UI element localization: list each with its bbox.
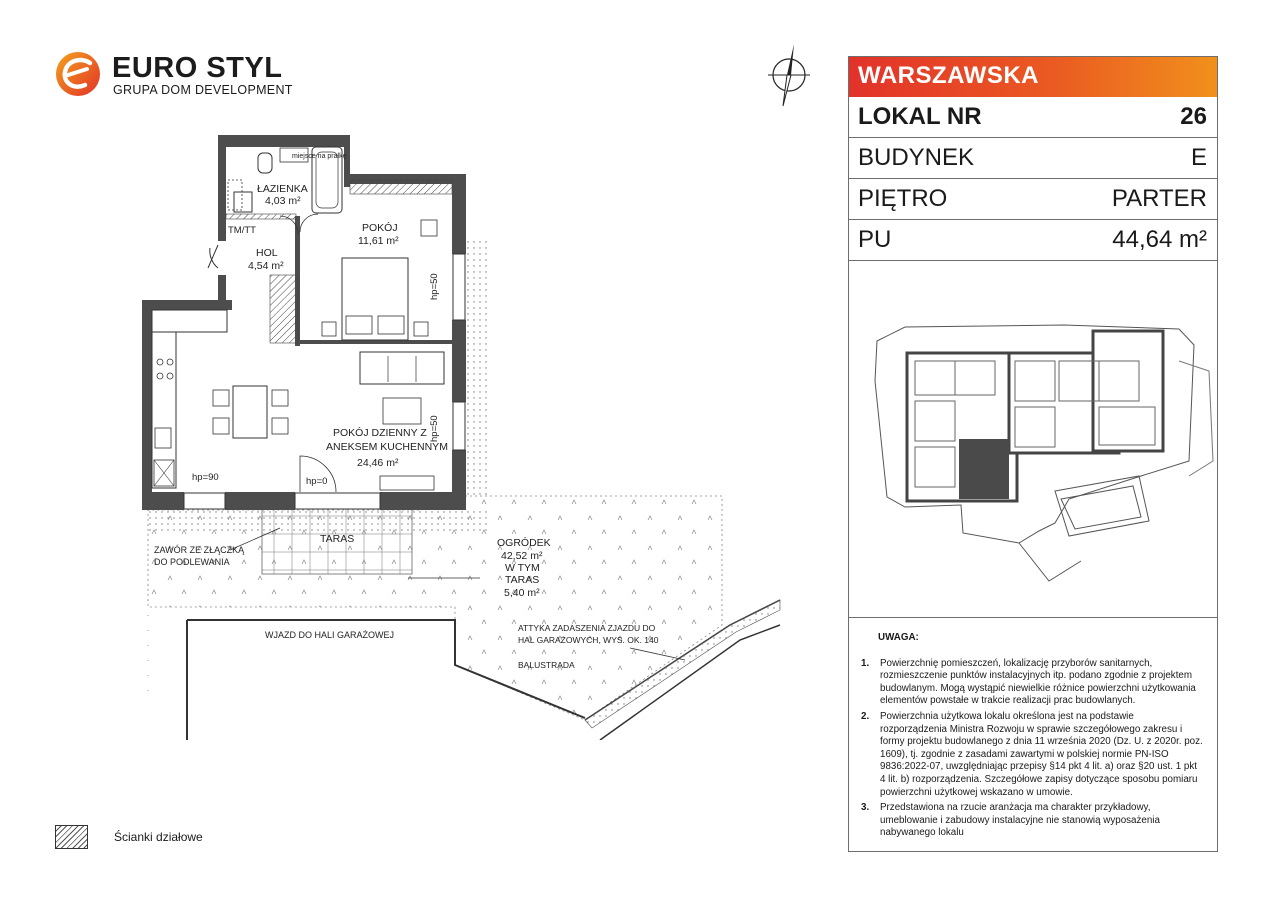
sofa: [360, 352, 444, 384]
garden-label-3: W TYM: [505, 562, 540, 574]
bathroom-area: 4,03 m²: [265, 195, 301, 207]
bed: [342, 258, 408, 340]
note-text: Powierzchnia użytkowa lokalu określona jest na podstawie rozporządzenia Ministra Rozwoju w sprawie szczegółowego zakresu i formy projektu budowlanego z dnia 11 września 2020 (Dz. U. z 2020r. poz. 1609), tj. zgodnie z zasadami zawartymi w polskiej normie PN-ISO 9836:2022-07, uwzględniając przepisy §14 pkt 4 lit. a) oraz §20 ust. 1 pkt 4 lit. b) rozporządzenia. Szczegółowe zapisy dotyczące sposobu pomiaru powierzchni użytkowej wskazano w umowie.: [880, 710, 1203, 798]
building-key-plan: [849, 261, 1217, 618]
note-item: [861, 658, 1203, 708]
legend-label: Ścianki działowe: [114, 830, 203, 844]
partition-wall: [350, 180, 452, 194]
valve-label-2: DO PODLEWANIA: [154, 557, 230, 567]
window: [453, 402, 465, 450]
window: [184, 493, 225, 509]
terrace-label: TARAS: [320, 533, 355, 545]
garden-label-2: 42,52 m²: [501, 550, 543, 562]
investment-title: WARSZAWSKA: [849, 57, 1217, 97]
room-area: 11,61 m²: [358, 235, 399, 247]
driveway-label: WJAZD DO HALI GARAŻOWEJ: [265, 630, 395, 640]
note-number: 2.: [861, 710, 870, 722]
hp50-label: hp=50: [429, 415, 440, 442]
attic-label-2: HAL GARAŻOWYCH, WYS. OK. 140: [518, 635, 659, 645]
info-value: E: [1190, 144, 1207, 171]
partition-hatch-swatch: [55, 825, 88, 849]
kitchen-counter-top: [152, 310, 227, 332]
balustrade-label: BALUSTRADA: [518, 660, 575, 670]
garden-label-4: TARAS: [505, 574, 540, 586]
info-value: PARTER: [1111, 185, 1207, 212]
attic-label-1: ATTYKA ZADASZENIA ZJAZDU DO: [518, 623, 656, 633]
hp50-label: hp=50: [429, 273, 440, 300]
key-plan-drawing: [849, 261, 1217, 618]
floor-plan: [130, 120, 790, 740]
notes-title: UWAGA:: [878, 632, 919, 643]
entrance-door: [208, 245, 218, 268]
hp0-label: hp=0: [306, 476, 328, 487]
info-value: 26: [1180, 103, 1207, 130]
bathroom-label: ŁAZIENKA: [257, 183, 308, 195]
info-row-lokal: [849, 97, 1217, 138]
living-label-2: ANEKSEM KUCHENNYM: [326, 441, 448, 453]
brand-logo: [54, 50, 293, 102]
info-label: LOKAL NR: [858, 103, 982, 130]
washbasin: [234, 192, 252, 212]
window: [453, 254, 465, 320]
note-text: Powierzchnię pomieszczeń, lokalizację przyborów sanitarnych, rozmieszczenie punktów instalacyjnych itp. podano zgodnie z projektem budowlanym. Mogą wystąpić niewielkie różnice powierzchni użytkowania elementów powstałe w trakcie realizacji prac budowlanych.: [880, 657, 1196, 707]
garden-label-1: OGRÓDEK: [497, 537, 551, 549]
info-value: 44,64 m²: [1112, 226, 1207, 253]
window: [295, 493, 380, 509]
note-item: [861, 802, 1203, 840]
pralka-label: miejsce na pralkę: [292, 153, 347, 160]
compass-icon: [760, 42, 818, 108]
highlighted-apartment: [959, 439, 1009, 499]
notes-section: [849, 618, 1217, 840]
info-row-pietro: [849, 179, 1217, 220]
outer-strip-right: [465, 240, 490, 496]
hall-area: 4,54 m²: [248, 260, 284, 272]
hall-label: HOL: [256, 247, 278, 259]
dining-table: [233, 386, 267, 438]
valve-label-1: ZAWÓR ZE ZŁĄCZKĄ: [154, 545, 245, 555]
hp90-label: hp=90: [192, 472, 219, 483]
info-label: PIĘTRO: [858, 185, 948, 212]
living-area: 24,46 m²: [357, 457, 399, 469]
info-label: BUDYNEK: [858, 144, 975, 171]
note-text: Przedstawiona na rzucie aranżacja ma charakter przykładowy, umeblowanie i zabudowy instalacyjne nie stanowią wyposażenia nabywanego lokalu: [880, 802, 1160, 839]
apartment-info-panel: [848, 56, 1218, 852]
note-number: 1.: [861, 657, 870, 669]
kitchen-counter: [152, 310, 176, 488]
living-label-1: POKÓJ DZIENNY Z: [333, 427, 427, 439]
garden-label-5: 5,40 m²: [504, 587, 540, 599]
info-label: PU: [858, 226, 892, 253]
note-number: 3.: [861, 802, 870, 814]
brand-subtitle: GRUPA DOM DEVELOPMENT: [113, 83, 293, 97]
note-item: [861, 711, 1203, 799]
room-label: POKÓJ: [362, 222, 398, 234]
brand-name: EURO STYL: [112, 52, 283, 84]
euro-styl-logo-icon: [54, 50, 102, 98]
info-row-pu: [849, 220, 1217, 261]
toilet: [258, 153, 272, 173]
tmtt-label: TM/TT: [228, 225, 256, 236]
partition-wall: [270, 275, 298, 343]
info-row-budynek: [849, 138, 1217, 179]
